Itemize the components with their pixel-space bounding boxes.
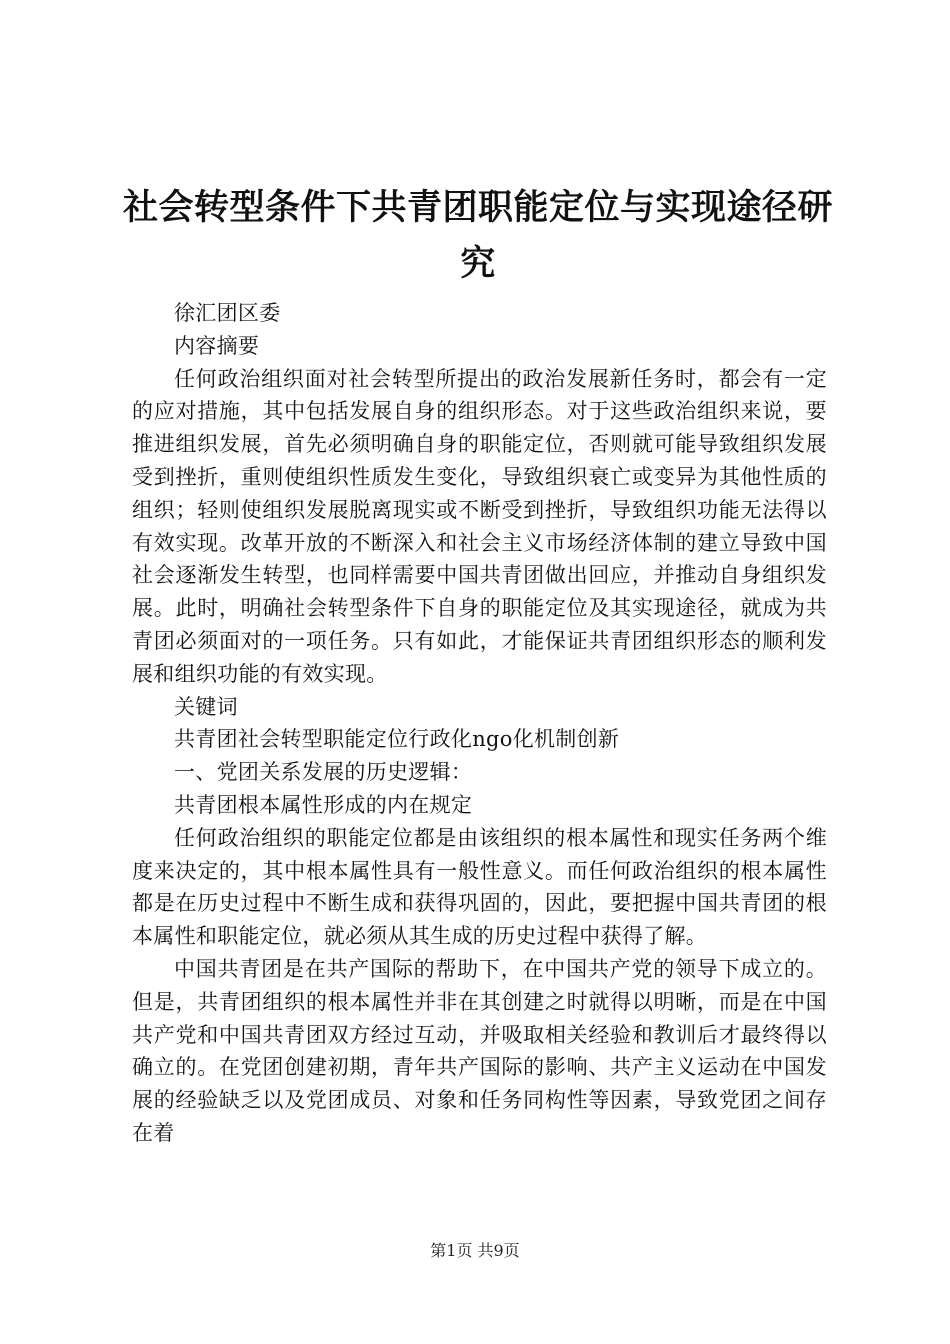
document-body: [132, 297, 827, 1150]
section-subheading: 共青团根本属性形成的内在规定: [174, 792, 473, 817]
body-paragraph: 任何政治组织的职能定位都是由该组织的根本属性和现实任务两个维度来决定的，其中根本属性具有一般性意义。而任何政治组织的根本属性都是在历史过程中不断生成和获得巩固的，因此，要把握中国共青团的根本属性和职能定位，就必须从其生成的历史过程中获得了解。: [132, 825, 827, 949]
keywords-text: 共青团社会转型职能定位行政化ngo化机制创新: [174, 727, 620, 752]
keywords-heading: 关键词: [174, 694, 238, 719]
section-heading: 一、党团关系发展的历史逻辑：: [174, 760, 473, 785]
body-paragraph: 中国共青团是在共产国际的帮助下，在中国共产党的领导下成立的。但是，共青团组织的根本属性并非在其创建之时就得以明晰，而是在中国共产党和中国共青团双方经过互动，并吸取相关经验和教训后才最终得以确立的。在党团创建初期，青年共产国际的影响、共产主义运动在中国发展的经验缺乏以及党团成员、对象和任务同构性等因素，导致党团之间存在着: [132, 956, 827, 1145]
abstract-heading: 内容摘要: [174, 333, 260, 358]
abstract-paragraph: 任何政治组织面对社会转型所提出的政治发展新任务时，都会有一定的应对措施，其中包括发展自身的组织形态。对于这些政治组织来说，要推进组织发展，首先必须明确自身的职能定位，否则就可能导致组织发展受到挫折，重则使组织性质发生变化，导致组织衰亡或变异为其他性质的组织；轻则使组织发展脱离现实或不断受到挫折，导致组织功能无法得以有效实现。改革开放的不断深入和社会主义市场经济体制的建立导致中国社会逐渐发生转型，也同样需要中国共青团做出回应，并推动自身组织发展。此时，明确社会转型条件下自身的职能定位及其实现途径，就成为共青团必须面对的一项任务。只有如此，才能保证共青团组织形态的顺利发展和组织功能的有效实现。: [132, 366, 827, 686]
document-title: 社会转型条件下共青团职能定位与实现途径研究: [122, 188, 833, 284]
author-line: 徐汇团区委: [174, 301, 281, 325]
page-footer: 第1页 共9页: [430, 1241, 520, 1260]
